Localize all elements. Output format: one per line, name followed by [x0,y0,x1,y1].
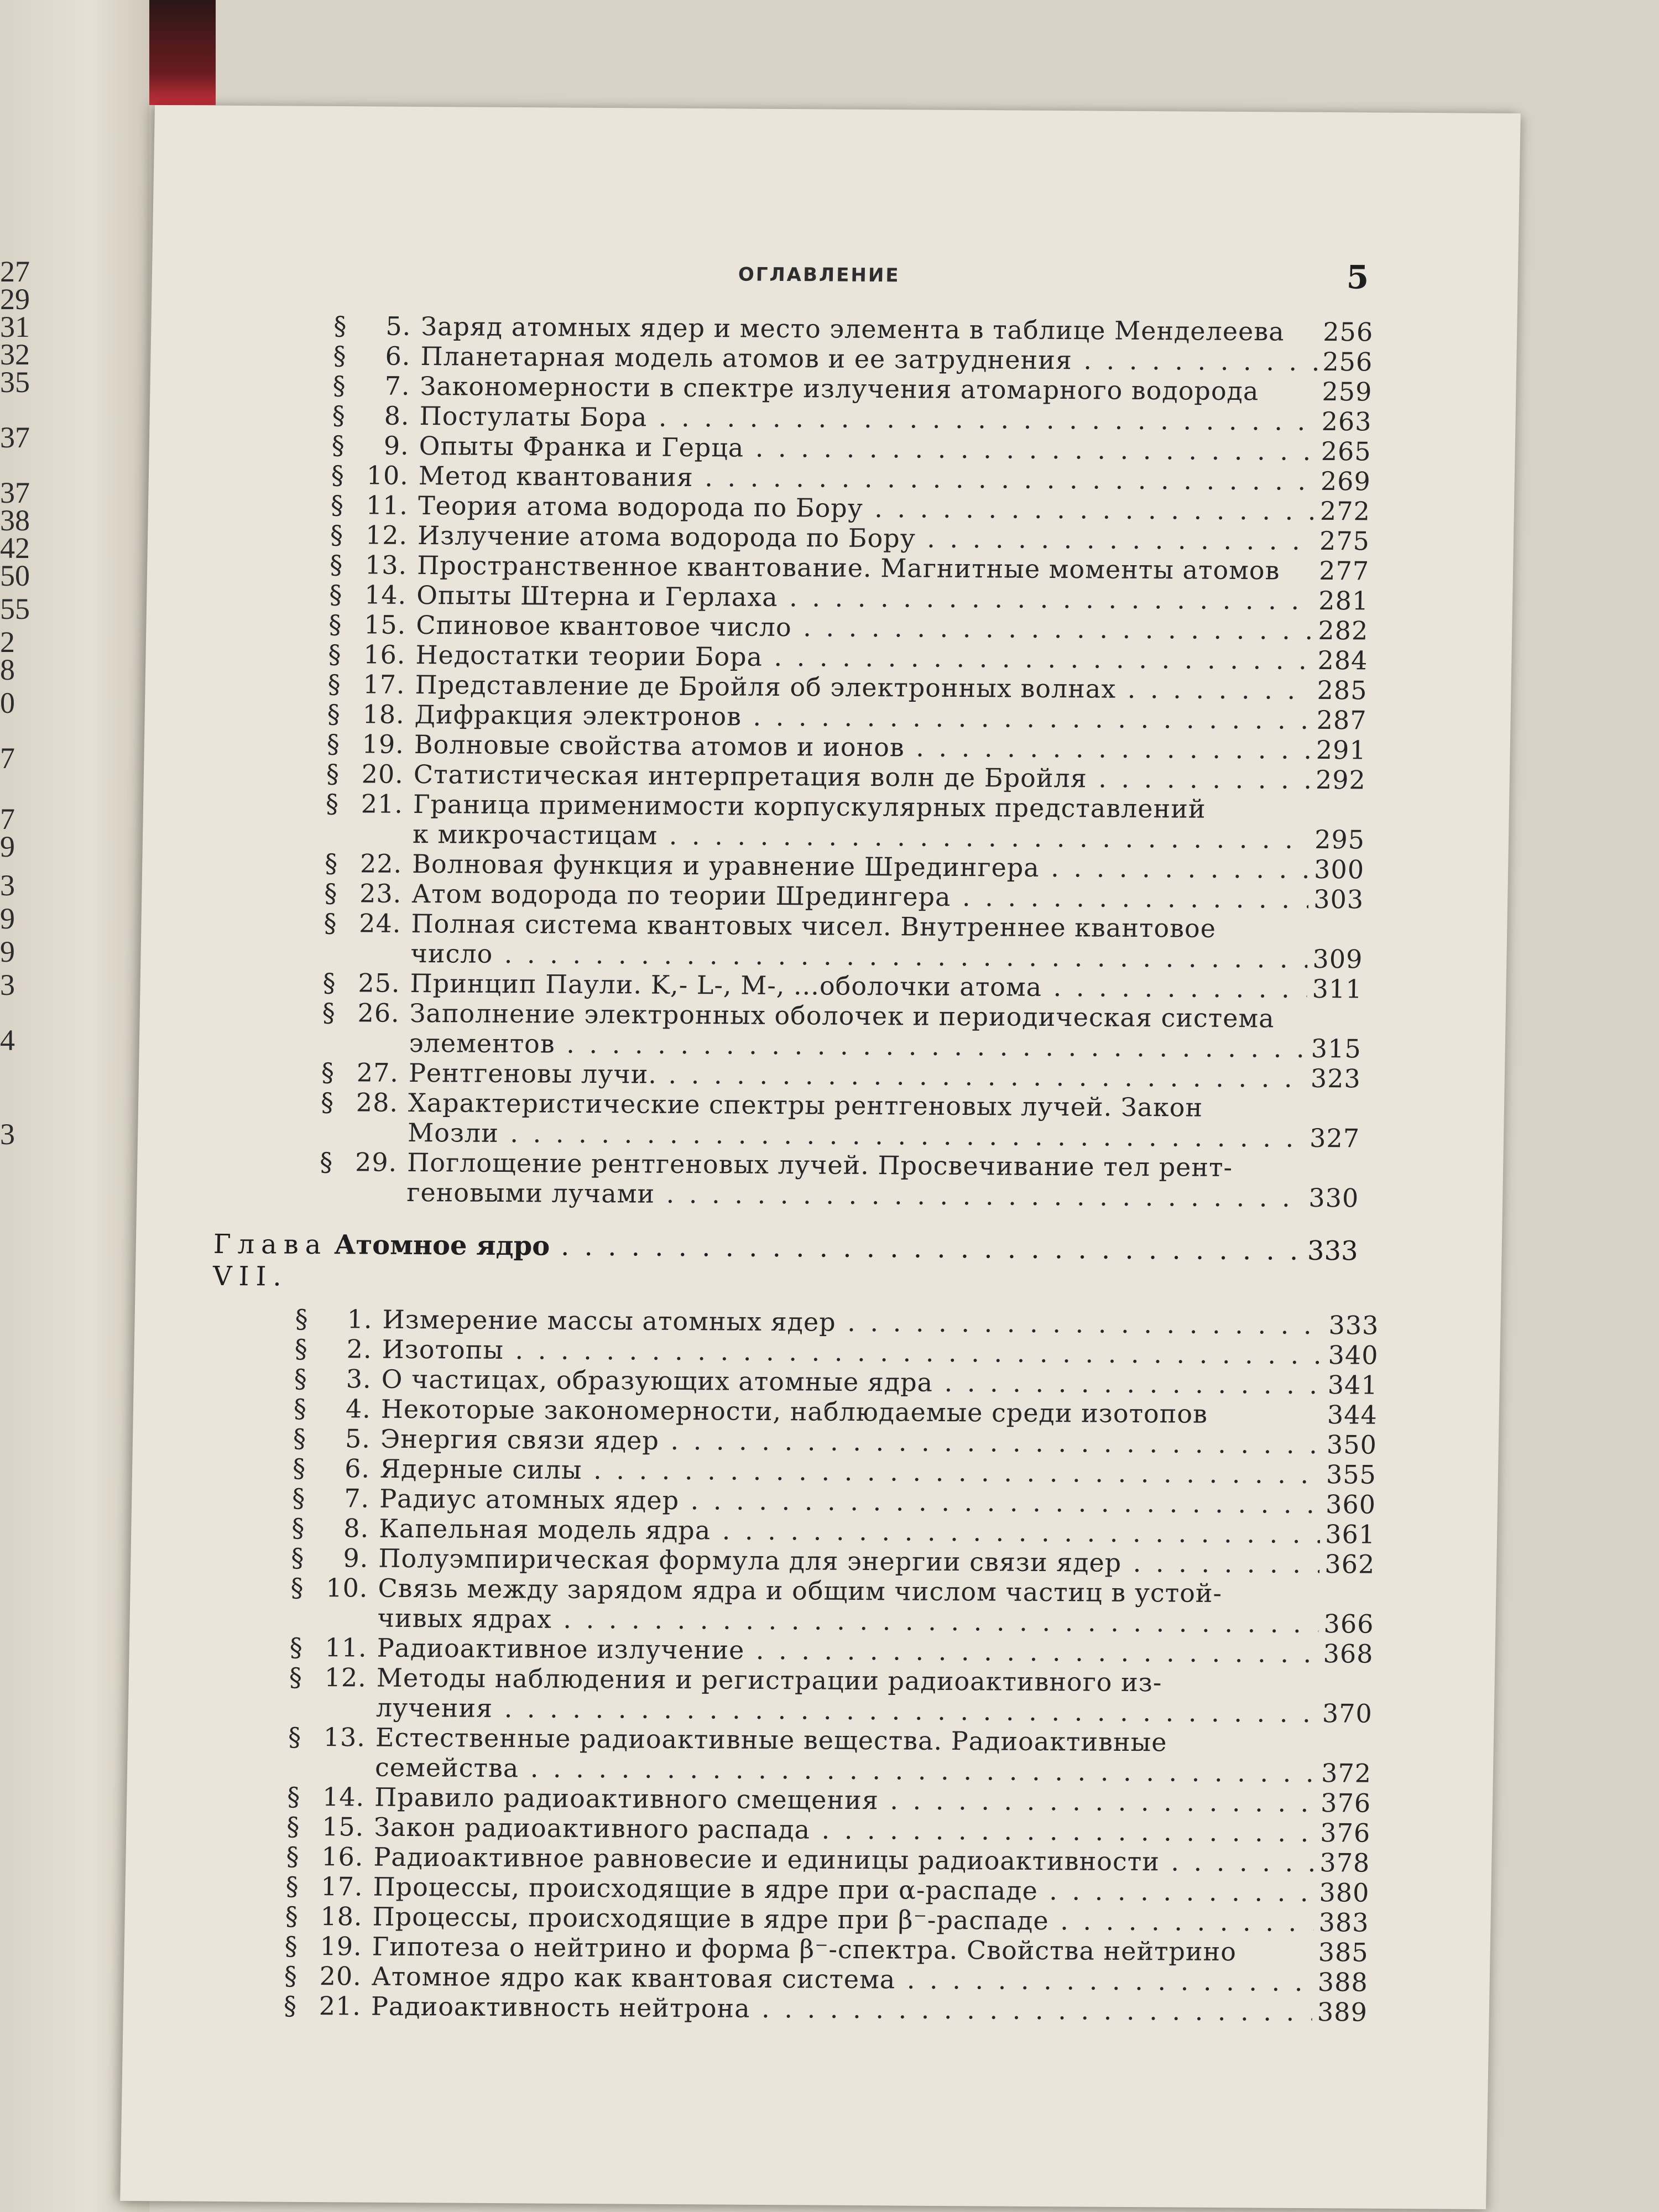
section-title: Ядерные силы . . . [380,1454,1322,1489]
previous-page-number: 3 [0,1118,15,1151]
section-page-number: 360 [1325,1489,1376,1520]
section-mark: § [326,728,341,759]
section-page-number: 282 [1318,615,1369,646]
section-title: Статистическая интерпретация волн де Бройля . . . [413,759,1311,795]
section-page-number: 303 [1313,884,1364,915]
section-page-number: 292 [1315,764,1366,795]
section-page-number: 376 [1320,1788,1371,1818]
section-mark: § [284,1931,299,1961]
section-page-number [1305,1117,1360,1118]
section-page-number: 368 [1323,1639,1374,1669]
section-title: Волновая функция и уравнение Шредингера . . . [412,849,1310,884]
section-number: 25. [358,968,401,998]
book-spine [149,0,216,105]
section-mark: § [291,1483,306,1513]
section-title: Измерение массы атомных ядер . . . [382,1305,1324,1340]
previous-page-number: 3 [0,968,15,1001]
previous-page-number: 50 [0,559,30,592]
section-page-number: 344 [1327,1400,1378,1430]
previous-page-number: 27 [0,255,30,288]
section-page-number: 372 [1321,1758,1372,1788]
book-page [120,105,1521,2209]
section-page-number: 366 [1323,1609,1374,1639]
section-page-number: 378 [1319,1848,1370,1878]
section-title: семейства . . . [375,1752,1317,1788]
previous-page-number: 32 [0,338,30,371]
section-title: Дифракция электронов . . . [414,700,1312,735]
section-mark: § [293,1423,307,1453]
section-mark: § [286,1781,301,1812]
section-title: Радиоактивное излучение . . . [377,1633,1318,1668]
section-mark: § [286,1811,300,1841]
section-page-number: 355 [1326,1459,1377,1490]
previous-page-number: 7 [0,742,15,775]
previous-page-number: 9 [0,830,15,863]
previous-page-number: 8 [0,653,15,686]
section-number: 8. [384,400,410,431]
page-header [152,260,1413,312]
section-number: 24. [358,908,401,938]
section-title: Принцип Паули. K,- L-, M-, ...оболочки атома . . . [410,968,1307,1004]
previous-page-number: 37 [0,421,30,454]
section-number: 10. [366,460,409,491]
section-number: 16. [363,639,406,670]
section-title: Пространственное квантование. Магнитные моменты атомов [416,550,1280,586]
section-title: Спиновое квантовое число . . . [416,610,1313,645]
section-mark: § [327,669,342,700]
section-page-number [1317,1692,1373,1693]
section-mark: § [291,1542,305,1573]
section-mark: § [324,848,338,879]
section-title: Полуэмпирическая формула для энергии связи ядер . . . [378,1543,1320,1579]
previous-page-number: 29 [0,283,30,316]
section-mark: § [285,1871,300,1901]
section-number: 15. [321,1812,364,1842]
section-title: Закономерности в спектре излучения атомарного водорода [420,371,1259,406]
section-number: 28. [356,1087,399,1118]
section-mark: § [330,490,345,520]
previous-page-number: 37 [0,476,30,509]
section-number: 18. [362,699,405,729]
section-mark: § [290,1572,305,1603]
section-page-number: 281 [1318,585,1369,616]
section-page-number: 284 [1317,645,1368,676]
section-mark: § [295,1303,309,1334]
section-page-number: 315 [1311,1033,1362,1064]
section-title: Связь между зарядом ядра и общим числом частиц в устой- [378,1573,1223,1609]
section-number: 12. [324,1662,367,1693]
section-mark: § [332,371,347,401]
page-number: 5 [1346,258,1369,296]
section-title: Опыты Франка и Герца . . . [419,431,1316,466]
section-title: Представление де Бройля об электронных волнах . . . [415,670,1312,705]
section-page-number: 269 [1320,466,1371,497]
previous-page-number: 38 [0,504,30,537]
chapter-heading [212,1228,1358,1300]
section-mark: § [331,430,346,461]
section-title: Изотопы . . . [382,1334,1323,1370]
section-mark: § [324,907,337,938]
section-number: 17. [320,1871,364,1902]
section-page-number: 272 [1319,495,1371,526]
toc-entry-continuation [319,1177,1359,1213]
section-mark: § [288,1721,302,1752]
section-mark: § [320,1087,335,1118]
section-number: 9. [343,1543,369,1573]
section-page-number: 388 [1317,1967,1369,1997]
section-page-number: 361 [1324,1519,1376,1550]
section-page-number: 370 [1322,1698,1373,1729]
section-title: Атом водорода по теории Шредингера . . . [411,879,1309,914]
section-page-number: 389 [1317,1997,1368,2027]
section-title: Капельная модель ядра . . . [379,1514,1321,1549]
section-title: Атомное ядро как квантовая система . . . [371,1961,1313,1997]
section-title: Характеристические спектры рентгеновых лучей. Закон [408,1087,1203,1123]
section-number: 21. [361,789,404,819]
chapter-page-number: 333 [1307,1235,1359,1267]
section-number: 19. [362,729,405,759]
section-page-number: 256 [1322,346,1373,377]
section-number: 27. [356,1057,399,1088]
section-page-number: 323 [1310,1063,1361,1094]
section-title: Излучение атома водорода по Бору . . . [418,520,1315,556]
previous-page-number: 3 [0,869,15,902]
section-number: 10. [325,1573,368,1603]
section-page-number: 263 [1321,406,1372,437]
section-title: О частицах, образующих атомные ядра . . . [381,1364,1323,1400]
section-mark: § [322,967,337,998]
section-title: Процессы, происходящие в ядре при β⁻-распаде . . . [372,1902,1314,1937]
section-title: Поглощение рентгеновых лучей. Просвечивание тел рент- [406,1147,1233,1183]
section-number: 11. [325,1632,368,1663]
previous-page-number: 55 [0,592,30,625]
section-number: 5. [345,1423,371,1454]
previous-page-number: 31 [0,310,30,343]
chapter-6-entries [319,311,1374,1213]
section-number: 1. [347,1304,373,1334]
section-page-number: 256 [1322,316,1374,347]
section-number: 8. [343,1513,369,1543]
section-number: 3. [346,1364,372,1394]
section-title: элементов . . . [409,1028,1306,1063]
section-page-number: 341 [1327,1370,1379,1400]
section-mark: § [324,878,338,909]
chapter-title: Атомное ядро [333,1229,550,1262]
section-number: 23. [359,878,402,909]
previous-page-number: 35 [0,366,30,399]
previous-page-number: 9 [0,935,15,968]
section-title: Естественные радиоактивные вещества. Радиоактивные [375,1722,1167,1757]
section-mark: § [292,1453,306,1483]
section-number: 6. [385,341,411,371]
section-page-number: 259 [1322,376,1373,407]
leader-dots [561,1230,1303,1267]
section-number: 26. [357,998,400,1028]
previous-page-number: 0 [0,686,15,719]
section-mark: § [322,997,336,1028]
previous-page-number: 7 [0,802,15,836]
section-title: Граница применимости корпускулярных представлений [413,789,1207,824]
section-number: 4. [345,1394,372,1424]
section-number: 16. [321,1841,364,1872]
section-title: Правило радиоактивного смещения . . . [374,1782,1316,1818]
section-mark: § [332,400,346,431]
section-mark: § [327,698,341,729]
section-page-number: 362 [1324,1549,1375,1579]
running-title: ОГЛАВЛЕНИЕ [738,263,900,287]
section-title: Недостатки теории Бора . . . [415,640,1313,675]
section-page-number: 376 [1319,1818,1371,1848]
section-number: 7. [343,1483,370,1514]
section-mark: § [284,1960,298,1991]
chapter-label: Глава VII. [212,1228,328,1292]
section-title: Опыты Штерна и Герлаха . . . [416,580,1314,615]
section-page-number: 340 [1328,1340,1379,1370]
section-mark: § [329,550,343,580]
previous-page-number: 9 [0,902,15,935]
section-number: 17. [363,669,406,700]
section-page-number: 285 [1317,675,1368,706]
previous-page-number: 2 [0,625,15,659]
section-title: Радиус атомных ядер . . . [379,1484,1321,1519]
section-page-number: 275 [1319,525,1370,556]
section-title: Метод квантования . . . [418,461,1316,496]
section-mark: § [328,609,342,640]
section-page-number: 383 [1318,1907,1369,1938]
section-page-number: 385 [1318,1937,1369,1968]
section-mark: § [294,1363,308,1394]
section-page-number: 265 [1321,436,1372,467]
section-page-number: 300 [1313,854,1365,885]
section-number: 21. [319,1991,362,2021]
previous-page-number: 42 [0,531,30,565]
section-mark: § [293,1393,307,1423]
section-page-number: 309 [1312,943,1363,974]
section-number: 13. [323,1722,366,1752]
section-mark: § [291,1512,305,1543]
previous-page-numbers [0,254,44,1526]
section-mark: § [333,341,347,371]
section-mark: § [328,579,343,610]
section-mark: § [333,311,347,341]
section-page-number: 277 [1318,555,1370,586]
section-mark: § [328,639,342,670]
table-of-contents [212,311,1379,2027]
section-number: 13. [364,550,408,580]
section-mark: § [294,1333,309,1364]
section-mark: § [325,788,340,819]
section-title: Рентгеновы лучи. . . . [409,1058,1306,1093]
section-page-number: 287 [1316,705,1368,735]
section-number: 11. [366,490,409,520]
section-number: 18. [320,1901,363,1932]
section-title: чивых ядрах . . . [377,1603,1319,1639]
section-number: 20. [319,1961,362,1991]
section-number: 15. [363,609,406,640]
section-page-number: 327 [1309,1123,1360,1154]
section-title: лучения . . . [376,1693,1318,1728]
section-title: Некоторые закономерности, наблюдаемые среди изотопов [380,1394,1208,1429]
previous-page-number: 4 [0,1024,15,1057]
section-title: Процессы, происходящие в ядре при α-распаде . . . [373,1872,1314,1907]
section-page-number: 311 [1312,973,1363,1004]
section-title: Постулаты Бора . . . [419,401,1317,436]
section-mark: § [289,1632,304,1662]
section-page-number: 291 [1316,734,1367,765]
section-mark: § [331,460,345,491]
section-title: к микрочастицам . . . [413,819,1310,854]
section-title: Заполнение электронных оболочек и периодическая система [409,998,1275,1034]
section-mark: § [289,1662,303,1692]
section-mark: § [285,1901,299,1931]
section-number: 29. [354,1147,398,1177]
section-title: Планетарная модель атомов и ее затруднения . . . [420,341,1318,377]
section-title: Заряд атомных ядер и место элемента в таблице Менделеева [420,311,1285,347]
section-number: 9. [383,430,410,461]
chapter-7-entries [284,1304,1379,2027]
section-page-number [1310,818,1365,819]
section-title: Радиоактивное равновесие и единицы радиоактивности . . . [373,1842,1315,1877]
section-title: число . . . [410,938,1308,974]
section-number: 19. [320,1931,363,1961]
section-title: Полная система квантовых чисел. Внутреннее квантовое [411,908,1217,943]
section-number: 14. [322,1782,365,1812]
section-title: Радиоактивность нейтрона . . . [371,1991,1313,2027]
section-title: Теория атома водорода по Бору . . . [418,491,1316,526]
section-number: 5. [385,311,411,341]
toc-entry [284,1991,1368,2027]
section-title: Гипотеза о нейтрино и форма β⁻-спектра. Свойства нейтрино [372,1931,1237,1967]
section-title: Энергия связи ядер . . . [380,1424,1322,1459]
section-page-number: 380 [1319,1877,1370,1908]
section-number: 6. [344,1453,371,1484]
section-title: Закон радиоактивного распада . . . [374,1812,1316,1848]
section-mark: § [326,758,340,789]
section-mark: § [286,1841,300,1871]
section-number: 12. [365,520,408,550]
section-title: Методы наблюдения и регистрации радиоактивного из- [376,1662,1162,1698]
section-number: 7. [384,371,411,401]
section-number: 22. [359,848,403,879]
section-mark: § [321,1057,335,1088]
section-page-number: 295 [1314,824,1365,855]
section-page-number: 350 [1326,1430,1378,1460]
section-number: 14. [364,580,407,610]
section-title: Мозли . . . [408,1118,1305,1153]
section-page-number [1306,1027,1361,1028]
section-number: 2. [346,1334,373,1364]
section-page-number: 333 [1328,1310,1379,1340]
section-title: Волновые свойства атомов и ионов . . . [414,729,1311,765]
section-mark: § [319,1146,333,1177]
section-page-number: 330 [1308,1182,1359,1213]
section-number: 20. [361,759,404,789]
section-title: геновыми лучами . . . [406,1177,1304,1213]
section-mark: § [283,1990,298,2021]
section-mark: § [330,520,344,550]
